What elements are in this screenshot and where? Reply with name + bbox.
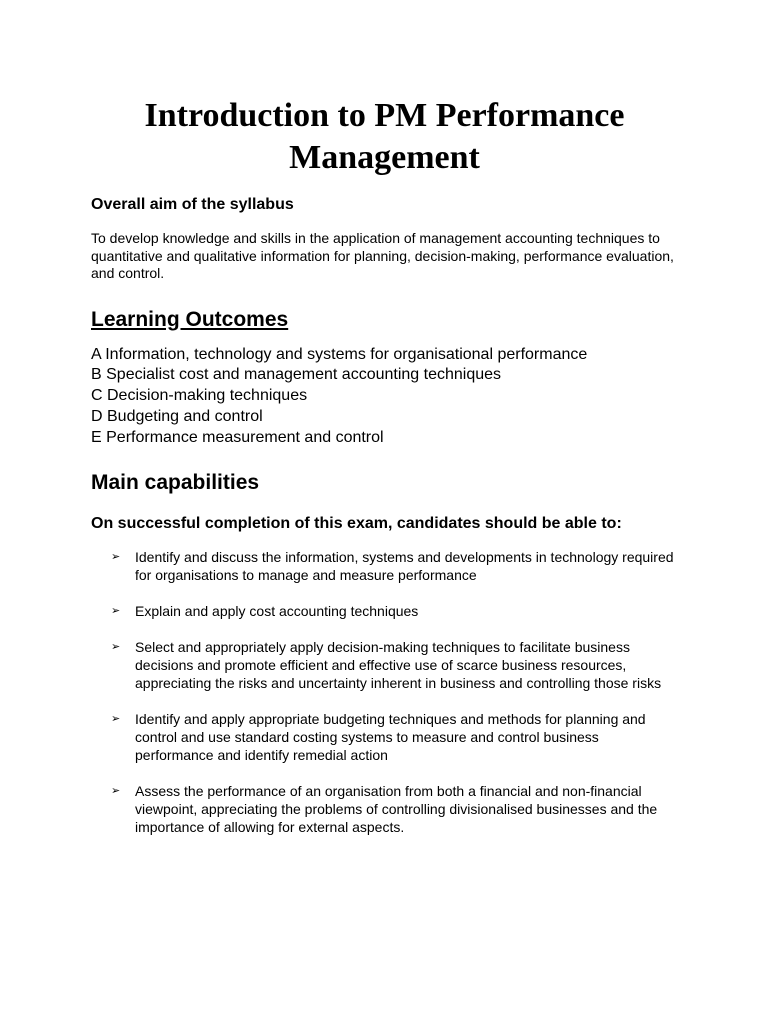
aim-heading: Overall aim of the syllabus (91, 196, 294, 213)
capability-item (91, 602, 678, 620)
page-title: Introduction to PM Performance Management (144, 97, 625, 176)
learning-outcome-d: D Budgeting and control (91, 407, 263, 425)
learning-outcomes-heading: Learning Outcomes (91, 307, 289, 331)
capability-text: Assess the performance of an organisation from both a financial and non-financial viewpoint, appreciating the problems of controlling divisionalised businesses and the importance of allowing for external aspects. (135, 783, 658, 836)
capabilities-subheading: On successful completion of this exam, candidates should be able to: (91, 515, 622, 533)
learning-outcome-b: B Specialist cost and management accounting techniques (91, 366, 502, 384)
arrow-bullet-icon: ➢ (111, 605, 121, 618)
learning-outcome-e: E Performance measurement and control (91, 428, 384, 446)
capability-text: Explain and apply cost accounting techniques (135, 603, 419, 620)
capabilities-list (91, 548, 678, 836)
capability-item (91, 710, 678, 764)
arrow-bullet-icon: ➢ (111, 551, 121, 564)
capability-item (91, 548, 678, 584)
arrow-bullet-icon: ➢ (111, 785, 121, 798)
capability-item (91, 638, 678, 692)
learning-outcome-a: A Information, technology and systems for organisational performance (91, 345, 588, 363)
aim-paragraph: To develop knowledge and skills in the application of management accounting techniques to quantitative and qualitative information for planning, decision-making, performance evaluation, and control. (91, 230, 674, 281)
capability-item (91, 782, 678, 836)
arrow-bullet-icon: ➢ (111, 641, 121, 654)
arrow-bullet-icon: ➢ (111, 713, 121, 726)
capabilities-heading: Main capabilities (91, 471, 260, 495)
learning-outcomes-list (91, 345, 678, 449)
capability-text: Identify and apply appropriate budgeting techniques and methods for planning and control and use standard costing systems to measure and control business performance and identify remedial action (135, 711, 646, 764)
learning-outcome-c: C Decision-making techniques (91, 387, 308, 405)
capability-text: Select and appropriately apply decision-making techniques to facilitate business decisions and promote efficient and effective use of scarce business resources, appreciating the risks and uncertainty inherent in business and controlling those risks (135, 639, 662, 692)
capability-text: Identify and discuss the information, systems and developments in technology required for organisations to manage and measure performance (135, 549, 674, 584)
